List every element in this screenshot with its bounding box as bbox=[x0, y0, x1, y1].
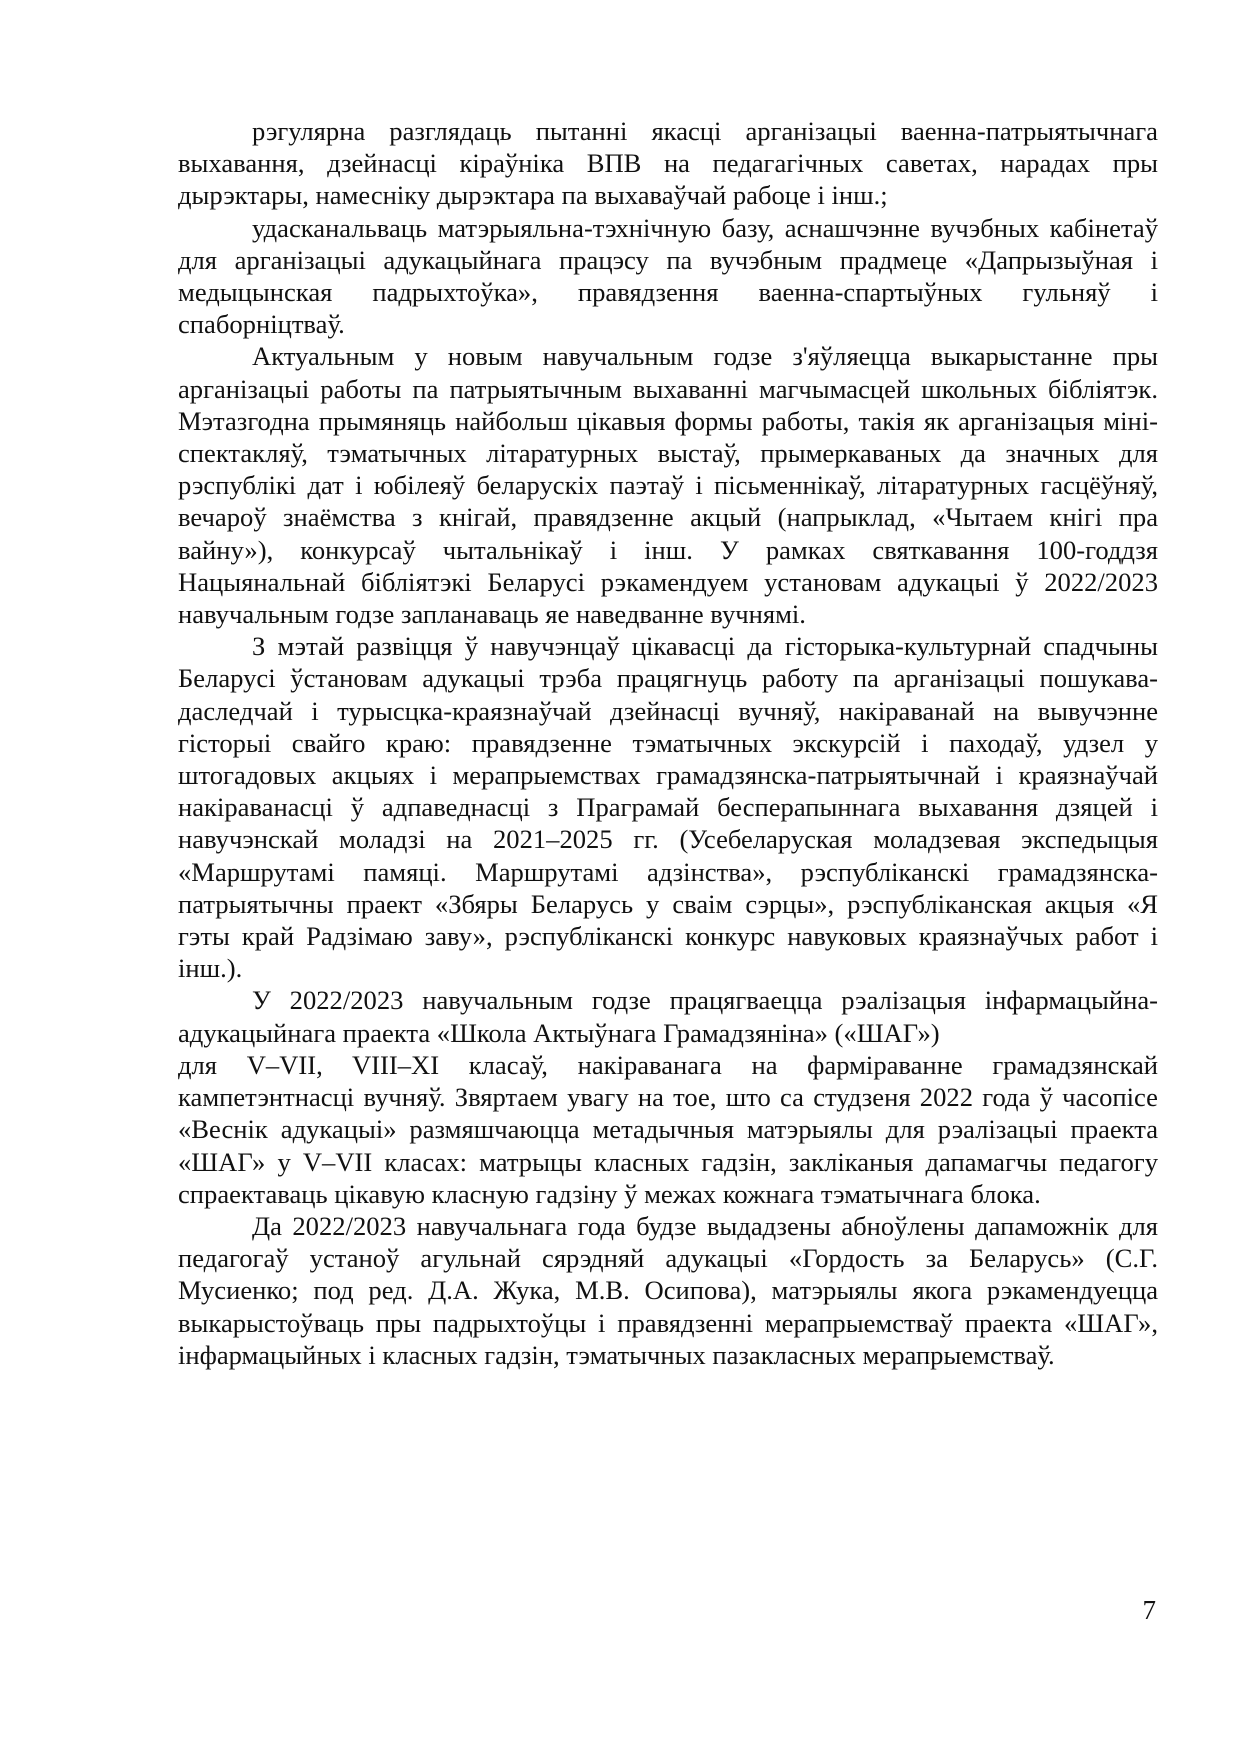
paragraph-cultural-heritage: З мэтай развіцця ў навучэнцаў цікавасці да гісторыка-культурнай спадчыны Беларусі ўстановам адукацыі трэба працягнуць работу па арганізацыі пошукава-даследчай і турысцка-краязнаўчай дзейнасці вучняў, накіраванай на вывучэнне гісторыі свайго краю: правядзенне тэматычных экскурсій і паходаў, удзел у штогадовых акцыях і мерапрыемствах грамадзянска-патрыятычнай і краязнаўчай накіраванасці ў адпаведнасці з Праграмай бесперапыннага выхавання дзяцей і навучэнскай моладзі на 2021–2025 гг. (Усебеларуская моладзевая экспедыцыя «Маршрутамі памяці. Маршрутамі адзінства», рэспубліканскі грамадзянска-патрыятычны праект «Збяры Беларусь у сваім сэрцы», рэспубліканская акцыя «Я гэты край Радзімаю заву», рэспубліканскі конкурс навуковых краязнаўчых работ і інш.). bbox=[178, 631, 1158, 984]
paragraph-shag-project-intro: У 2022/2023 навучальным годзе працягваецца рэалізацыя інфармацыйна-адукацыйнага праекта «Школа Актыўнага Грамадзяніна» («ШАГ») bbox=[178, 985, 1158, 1048]
paragraph-material-base: удасканальваць матэрыяльна-тэхнічную базу, аснашчэнне вучэбных кабінетаў для арганізацыі адукацыйнага працэсу па вучэбным прадмеце «Дапрызыўная і медыцынская падрыхтоўка», правядзення ваенна-спартыўных гульняў і спаборніцтваў. bbox=[178, 212, 1158, 340]
paragraph-shag-project-details: для V–VII, VIII–XI класаў, накіраванага на фарміраванне грамадзянскай кампетэнтнасці вучняў. Звяртаем увагу на тое, што са студзеня 2022 года ў часопісе «Веснік адукацыі» размяшчаюцца метадычныя матэрыялы для рэалізацыі праекта «ШАГ» у V–VII класах: матрыцы класных гадзін, закліканыя дапамагчы педагогу спраектаваць цікавую класную гадзіну ў межах кожнага тэматычнага блока. bbox=[178, 1049, 1158, 1209]
paragraph-quality-review: рэгулярна разглядаць пытанні якасці арганізацыі ваенна-патрыятычнага выхавання, дзейнасці кіраўніка ВПВ на педагагічных саветах, нарадах пры дырэктары, намесніку дырэктара па выхаваўчай рабоце і інш.; bbox=[178, 116, 1158, 211]
paragraph-handbook: Да 2022/2023 навучальнага года будзе выдадзены абноўлены дапаможнік для педагогаў устаноў агульнай сярэдняй адукацыі «Гордость за Беларусь» (С.Г. Мусиенко; под ред. Д.А. Жука, М.В. Осипова), матэрыялы якога рэкамендуецца выкарыстоўваць пры падрыхтоўцы і правядзенні мерапрыемстваў праекта «ШАГ», інфармацыйных і класных гадзін, тэматычных пазакласных мерапрыемстваў. bbox=[178, 1210, 1158, 1370]
paragraph-school-libraries: Актуальным у новым навучальным годзе з'яўляецца выкарыстанне пры арганізацыі работы па патрыятычным выхаванні магчымасцей школьных бібліятэк. Мэтазгодна прымяняць найбольш цікавыя формы работы, такія як арганізацыя міні-спектакляў, тэматычных літаратурных выстаў, прымеркаваных да значных для рэспублікі дат і юбілеяў беларускіх паэтаў і пісьменнікаў, літаратурных гасцёўняў, вечароў знаёмства з кнігай, правядзенне акцый (напрыклад, «Чытаем кнігі пра вайну»), конкурсаў чытальнікаў і інш. У рамках святкавання 100-годдзя Нацыянальнай бібліятэкі Беларусі рэкамендуем установам адукацыі ў 2022/2023 навучальным годзе запланаваць яе наведванне вучнямі. bbox=[178, 341, 1158, 630]
page-number: 7 bbox=[1142, 1595, 1156, 1625]
document-body bbox=[178, 115, 1158, 1371]
